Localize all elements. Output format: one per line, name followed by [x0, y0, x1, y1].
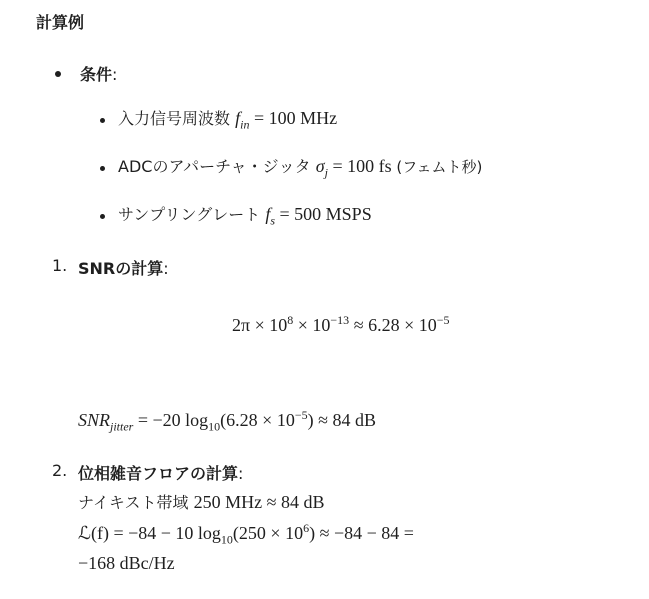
nyquist-math: 250 MHz ≈ 84 dB — [193, 492, 325, 512]
condition-sampling-rate — [118, 202, 372, 229]
step2-number: 2. — [52, 461, 68, 480]
step2-colon: : — [238, 464, 244, 483]
equation-phase-product: $2\pi \times 10^8 \times 10^{-13} \approx 6.28 \times 10^{-5}$ — [232, 313, 450, 335]
condition-input-frequency — [118, 106, 337, 133]
equation-snr-jitter: $SNR_{jitter} = -20$ $\log_{10}(6.28 \times 10^{-5}) \approx 84$ dB — [78, 408, 376, 434]
bullet-dot — [55, 71, 61, 77]
step1-colon: : — [163, 259, 169, 278]
condition-text: 入力信号周波数 — [118, 109, 236, 128]
condition-aperture-jitter — [118, 154, 482, 181]
bullet-dot — [100, 118, 105, 123]
bullet-dot — [100, 214, 105, 219]
conditions-colon: : — [112, 65, 118, 84]
condition-math: $f_{in} = 100$ MHz — [235, 108, 338, 132]
conditions-label-row — [80, 62, 117, 85]
step2-label-row — [78, 461, 243, 484]
bullet-dot — [100, 166, 105, 171]
nyquist-band-line — [78, 490, 325, 513]
section-heading: 計算例 — [36, 13, 85, 32]
condition-text: サンプリングレート — [118, 205, 266, 224]
step1-number: 1. — [52, 256, 68, 275]
condition-math: $\sigma_j = 100$ fs — [315, 156, 392, 180]
condition-suffix: (フェムト秒) — [391, 158, 483, 176]
conditions-label: 条件 — [80, 65, 113, 84]
condition-math: $f_s = 500$ MSPS — [265, 204, 372, 228]
step2-label: 位相雑音フロアの計算 — [78, 464, 239, 483]
nyquist-text: ナイキスト帯域 — [78, 493, 194, 512]
step1-label: SNRの計算 — [78, 259, 164, 278]
condition-text: ADCのアパーチャ・ジッタ — [118, 157, 316, 176]
equation-phase-noise: ℒ(f) = −84 − 10 $\log_{10}(250 \times 10^6) \approx -84 - 84$ = — [78, 521, 414, 547]
step1-label-row — [78, 256, 169, 279]
equation-phase-noise-result: −168 dBc/Hz — [78, 553, 175, 573]
